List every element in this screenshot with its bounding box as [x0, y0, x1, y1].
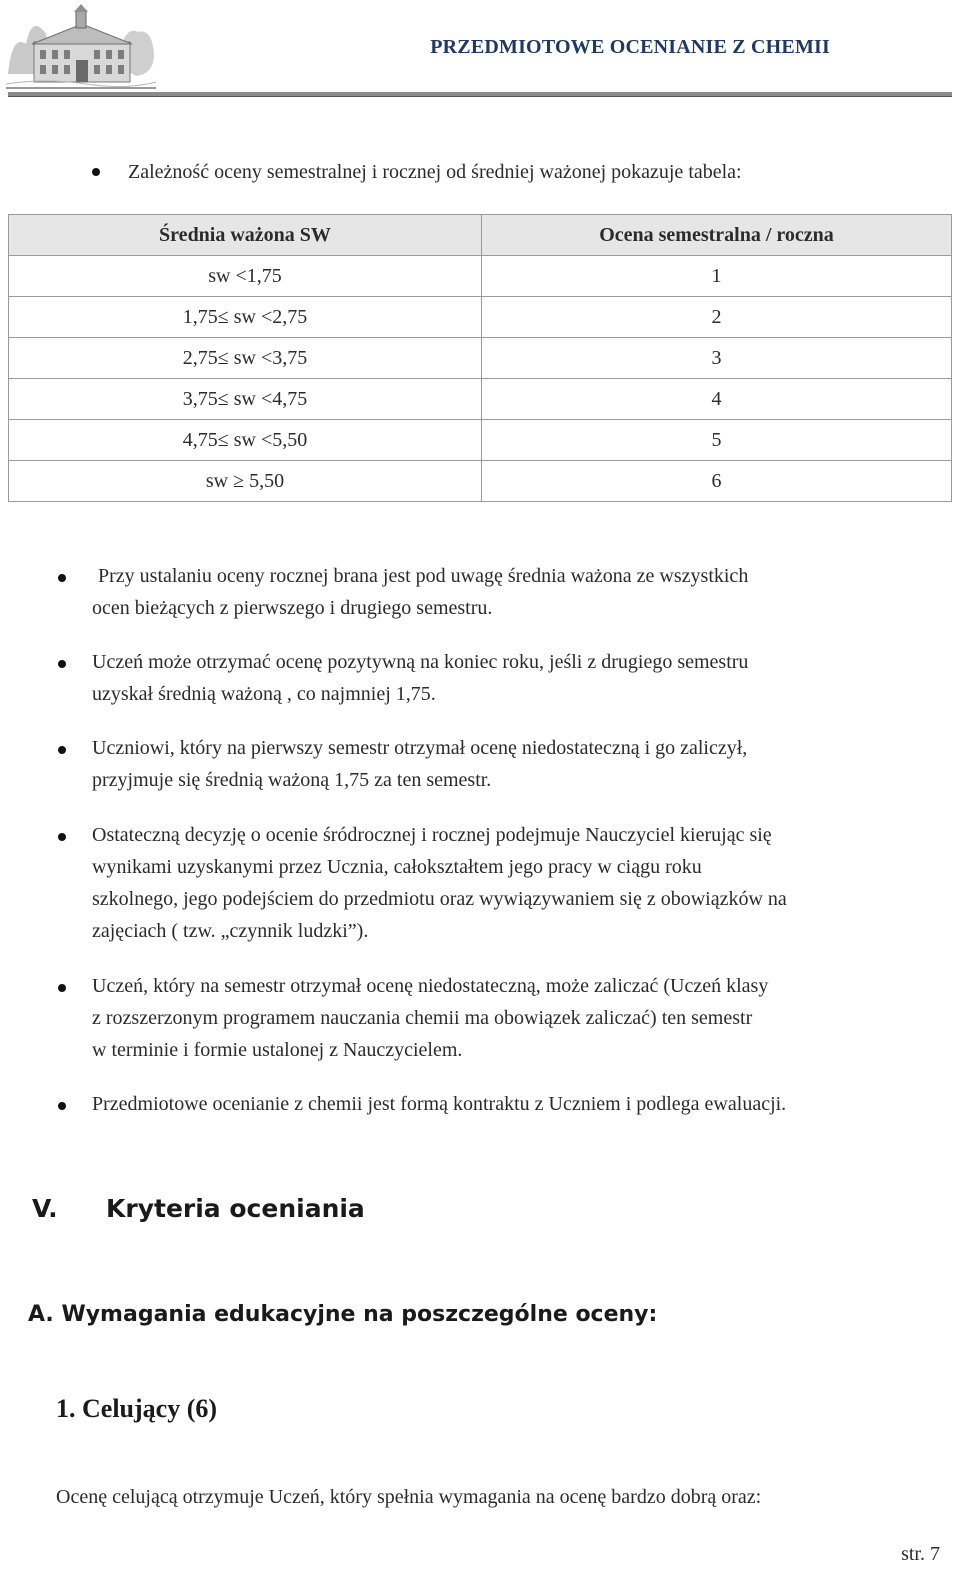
paragraph-line: uzyskał średnią ważoną , co najmniej 1,75.	[92, 683, 436, 705]
page-number: str. 7	[901, 1543, 940, 1565]
table-cell: 3	[482, 338, 952, 379]
bullet-paragraph	[92, 819, 940, 947]
table-cell: sw ≥ 5,50	[9, 461, 482, 502]
weighted-average-table	[8, 214, 952, 502]
section-v-heading	[32, 1194, 365, 1223]
table-cell: 4,75≤ sw <5,50	[9, 420, 482, 461]
bullet-icon	[58, 833, 66, 841]
table-cell: 1,75≤ sw <2,75	[9, 297, 482, 338]
table-row	[9, 461, 952, 502]
paragraph-line: wynikami uzyskanymi przez Ucznia, całokształtem jego pracy w ciągu roku	[92, 856, 702, 878]
paragraph-line: ocen bieżących z pierwszego i drugiego semestru.	[92, 597, 493, 619]
page-header	[0, 0, 960, 100]
closing-paragraph: Ocenę celującą otrzymuje Uczeń, który spełnia wymagania na ocenę bardzo dobrą oraz:	[56, 1486, 762, 1508]
table-cell: 2	[482, 297, 952, 338]
paragraph-line: przyjmuje się średnią ważoną 1,75 za ten semestr.	[92, 769, 492, 791]
bullet-paragraph	[92, 1088, 940, 1120]
bullet-icon	[58, 1102, 66, 1110]
table-cell: 5	[482, 420, 952, 461]
bullet-icon	[58, 746, 66, 754]
table-cell: 4	[482, 379, 952, 420]
paragraph-line: z rozszerzonym programem nauczania chemii ma obowiązek zaliczać) ten semestr	[92, 1007, 753, 1029]
paragraph-line: w terminie i formie ustalonej z Nauczycielem.	[92, 1039, 463, 1061]
paragraph-line: Uczeń może otrzymać ocenę pozytywną na koniec roku, jeśli z drugiego semestru	[92, 651, 749, 673]
header-divider	[8, 92, 952, 97]
table-row	[9, 379, 952, 420]
bullet-paragraph	[92, 560, 940, 624]
paragraph-line: zajęciach ( tzw. „czynnik ludzki”).	[92, 920, 369, 942]
section-1-heading: 1. Celujący (6)	[56, 1394, 218, 1423]
paragraph-line: Uczniowi, który na pierwszy semestr otrzymał ocenę niedostateczną i go zaliczył,	[92, 737, 748, 759]
table-cell: 6	[482, 461, 952, 502]
school-building-logo	[6, 4, 156, 92]
paragraph-line: Ostateczną decyzję o ocenie śródrocznej i rocznej podejmuje Nauczyciel kierując się	[92, 824, 772, 846]
bullet-icon	[58, 660, 66, 668]
header-title: PRZEDMIOTOWE OCENIANIE Z CHEMII	[430, 36, 830, 58]
section-a-heading: A. Wymagania edukacyjne na poszczególne oceny:	[28, 1302, 658, 1327]
table-header-cell: Ocena semestralna / roczna	[482, 215, 952, 256]
table-cell: sw <1,75	[9, 256, 482, 297]
intro-text: Zależność oceny semestralnej i rocznej od średniej ważonej pokazuje tabela:	[128, 161, 742, 183]
table-row	[9, 338, 952, 379]
table-cell: 2,75≤ sw <3,75	[9, 338, 482, 379]
bullet-paragraph	[92, 732, 940, 796]
section-number: V.	[32, 1194, 58, 1223]
table-row	[9, 256, 952, 297]
section-title: Kryteria oceniania	[106, 1194, 365, 1223]
paragraph-line: Przy ustalaniu oceny rocznej brana jest pod uwagę średnia ważona ze wszystkich	[98, 565, 749, 587]
paragraph-line: Przedmiotowe ocenianie z chemii jest formą kontraktu z Uczniem i podlega ewaluacji.	[92, 1093, 787, 1115]
table-row	[9, 297, 952, 338]
table-header-row	[9, 215, 952, 256]
table-cell: 3,75≤ sw <4,75	[9, 379, 482, 420]
table-row	[9, 420, 952, 461]
paragraph-line: szkolnego, jego podejściem do przedmiotu oraz wywiązywaniem się z obowiązków na	[92, 888, 787, 910]
bullet-paragraph	[92, 646, 940, 710]
bullet-paragraph	[92, 970, 940, 1066]
bullet-icon	[92, 168, 100, 176]
table-header-cell: Średnia ważona SW	[9, 215, 482, 256]
bullet-icon	[58, 984, 66, 992]
bullet-icon	[58, 574, 66, 582]
table-cell: 1	[482, 256, 952, 297]
paragraph-line: Uczeń, który na semestr otrzymał ocenę niedostateczną, może zaliczać (Uczeń klasy	[92, 975, 769, 997]
